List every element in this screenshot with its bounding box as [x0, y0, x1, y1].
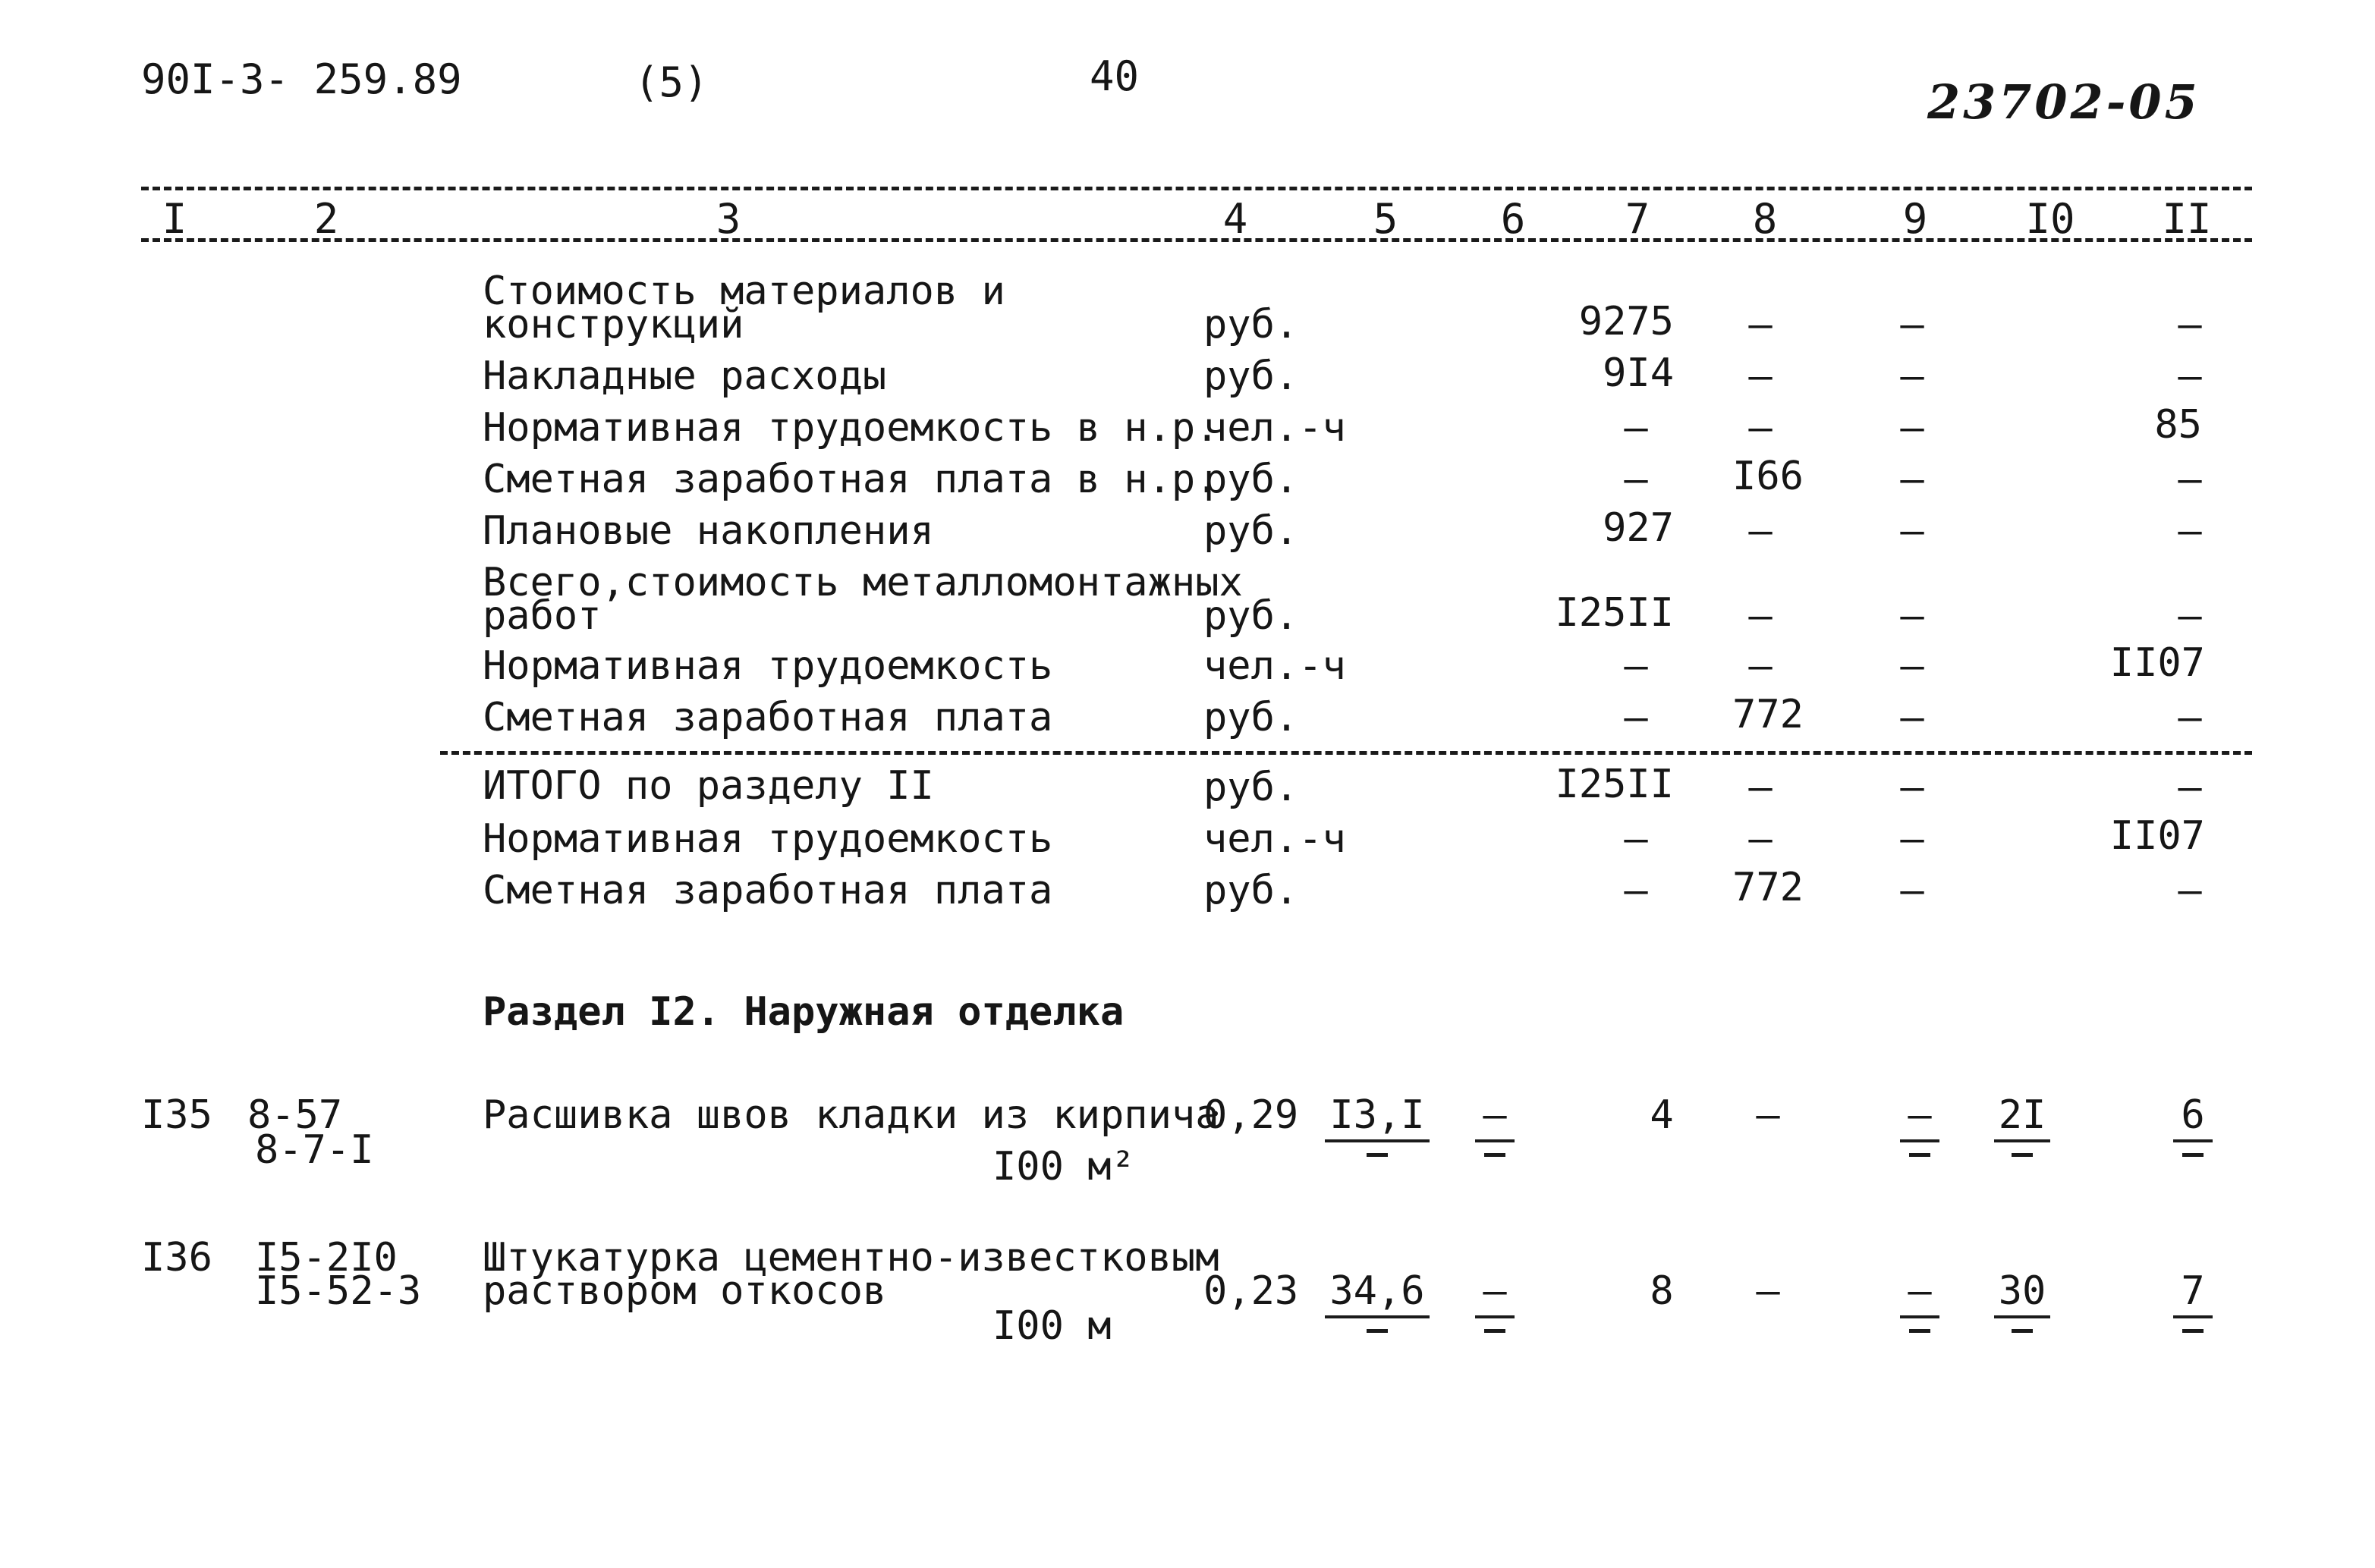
column-header: I0: [2025, 195, 2075, 243]
column-header: 3: [716, 195, 741, 243]
row-description: работ: [483, 593, 602, 639]
row-value-col7: 9275: [1578, 299, 1674, 344]
row-value-col11: –: [2178, 354, 2202, 399]
row-unit: чел.-ч: [1203, 643, 1346, 689]
column-header: 2: [313, 195, 339, 243]
total-value-col7: –: [1624, 816, 1648, 862]
total-description: ИТОГО по разделу II: [483, 763, 934, 809]
total-value-col9: –: [1900, 868, 1924, 913]
column-header: 9: [1902, 195, 1928, 243]
row-value-col9: –: [1900, 643, 1924, 689]
row-description: конструкций: [483, 302, 744, 347]
row-value-col9: –: [1900, 457, 1924, 502]
row-unit: чел.-ч: [1203, 405, 1346, 451]
total-value-col9: –: [1900, 816, 1924, 862]
total-description: Сметная заработная плата: [483, 868, 1053, 913]
row-value-col11: –: [2178, 695, 2202, 740]
row-value-col8: –: [1748, 643, 1773, 689]
row-description: Всего,стоимость металломонтажных: [483, 560, 1243, 605]
total-unit: чел.-ч: [1203, 816, 1346, 862]
item-value-col6: –: [1457, 1095, 1533, 1157]
total-value-col9: –: [1900, 765, 1924, 810]
row-value-col9: –: [1900, 593, 1924, 639]
total-value-col8: –: [1748, 765, 1773, 810]
item-value-col9: –: [1882, 1095, 1958, 1157]
row-unit: руб.: [1203, 593, 1299, 639]
item-value-col11: 6: [2155, 1095, 2231, 1157]
column-header: I: [162, 195, 187, 243]
row-description: Сметная заработная плата в н.р.: [483, 457, 1219, 502]
row-value-col7: I25II: [1555, 590, 1674, 636]
total-unit: руб.: [1203, 765, 1299, 810]
document-part: (5): [634, 58, 709, 106]
row-description: Сметная заработная плата: [483, 695, 1053, 740]
total-value-col8: –: [1748, 816, 1773, 862]
row-value-col8: I66: [1732, 454, 1804, 499]
column-header: 7: [1625, 195, 1650, 243]
item-value-col6: –: [1457, 1271, 1533, 1333]
item-value-col5: 34,6: [1320, 1271, 1434, 1333]
column-header: 6: [1500, 195, 1526, 243]
item-number: I36: [141, 1235, 212, 1280]
row-description: Нормативная трудоемкость в н.р.: [483, 405, 1219, 451]
total-value-col11: II07: [2109, 813, 2205, 859]
item-value-col10: 2I: [1980, 1095, 2064, 1157]
item-number: I35: [141, 1092, 212, 1138]
item-code: 8-7-I: [255, 1127, 374, 1173]
item-value-col8: –: [1756, 1268, 1780, 1314]
row-description: Плановые накопления: [483, 508, 934, 554]
row-description: Стоимость материалов и: [483, 269, 1005, 314]
total-value-col7: –: [1624, 868, 1648, 913]
row-value-col9: –: [1900, 695, 1924, 740]
row-value-col7: –: [1624, 643, 1648, 689]
column-header: 5: [1373, 195, 1398, 243]
item-value-col9: –: [1882, 1271, 1958, 1333]
item-description: Расшивка швов кладки из кирпича: [483, 1092, 1219, 1138]
row-value-col8: –: [1748, 302, 1773, 347]
total-value-col8: 772: [1732, 865, 1804, 910]
column-header: 8: [1752, 195, 1778, 243]
row-value-col7: –: [1624, 457, 1648, 502]
section-title: Раздел I2. Наружная отделка: [483, 989, 1125, 1035]
row-value-col11: II07: [2109, 640, 2205, 686]
item-value-col10: 30: [1980, 1271, 2064, 1333]
row-value-col8: –: [1748, 354, 1773, 399]
row-unit: руб.: [1203, 457, 1299, 502]
row-value-col8: –: [1748, 508, 1773, 554]
row-value-col8: –: [1748, 405, 1773, 451]
item-value-col4: 0,23: [1203, 1268, 1299, 1314]
row-unit: руб.: [1203, 354, 1299, 399]
item-measure: I00 м²: [992, 1144, 1135, 1189]
item-code: 8-57: [247, 1092, 343, 1138]
handwritten-stamp: 23702-05: [1927, 74, 2200, 130]
item-value-col7: 8: [1650, 1268, 1674, 1314]
row-value-col8: –: [1748, 593, 1773, 639]
row-description: Нормативная трудоемкость: [483, 643, 1053, 689]
row-unit: руб.: [1203, 695, 1299, 740]
row-value-col7: 9I4: [1603, 350, 1674, 396]
row-unit: руб.: [1203, 508, 1299, 554]
row-value-col11: –: [2178, 508, 2202, 554]
row-value-col11: –: [2178, 593, 2202, 639]
row-value-col11: –: [2178, 457, 2202, 502]
row-value-col9: –: [1900, 302, 1924, 347]
item-measure: I00 м: [992, 1303, 1112, 1349]
item-value-col8: –: [1756, 1092, 1780, 1138]
row-value-col9: –: [1900, 354, 1924, 399]
item-value-col11: 7: [2155, 1271, 2231, 1333]
item-value-col5: I3,I: [1320, 1095, 1434, 1157]
column-header: II: [2162, 195, 2212, 243]
row-value-col7: –: [1624, 695, 1648, 740]
page-number: 40: [1090, 52, 1140, 100]
total-unit: руб.: [1203, 868, 1299, 913]
item-value-col4: 0,29: [1203, 1092, 1299, 1138]
row-description: Накладные расходы: [483, 354, 887, 399]
row-value-col11: 85: [2154, 402, 2202, 448]
item-description: Штукатурка цементно-известковым: [483, 1235, 1219, 1280]
row-value-col9: –: [1900, 508, 1924, 554]
row-value-col7: 927: [1603, 505, 1674, 551]
total-value-col11: –: [2178, 868, 2202, 913]
item-code: I5-52-3: [255, 1268, 422, 1314]
totals-separator-rule: [440, 751, 2252, 755]
item-code: I5-2I0: [255, 1235, 398, 1280]
total-value-col7: I25II: [1555, 762, 1674, 807]
column-header: 4: [1222, 195, 1248, 243]
document-code: 90I-3- 259.89: [141, 55, 462, 103]
row-value-col9: –: [1900, 405, 1924, 451]
header-top-rule: [141, 187, 2252, 190]
row-value-col7: –: [1624, 405, 1648, 451]
total-value-col11: –: [2178, 765, 2202, 810]
item-description: раствором откосов: [483, 1268, 887, 1314]
total-description: Нормативная трудоемкость: [483, 816, 1053, 862]
row-unit: руб.: [1203, 302, 1299, 347]
row-value-col8: 772: [1732, 692, 1804, 737]
row-value-col11: –: [2178, 302, 2202, 347]
item-value-col7: 4: [1650, 1092, 1674, 1138]
